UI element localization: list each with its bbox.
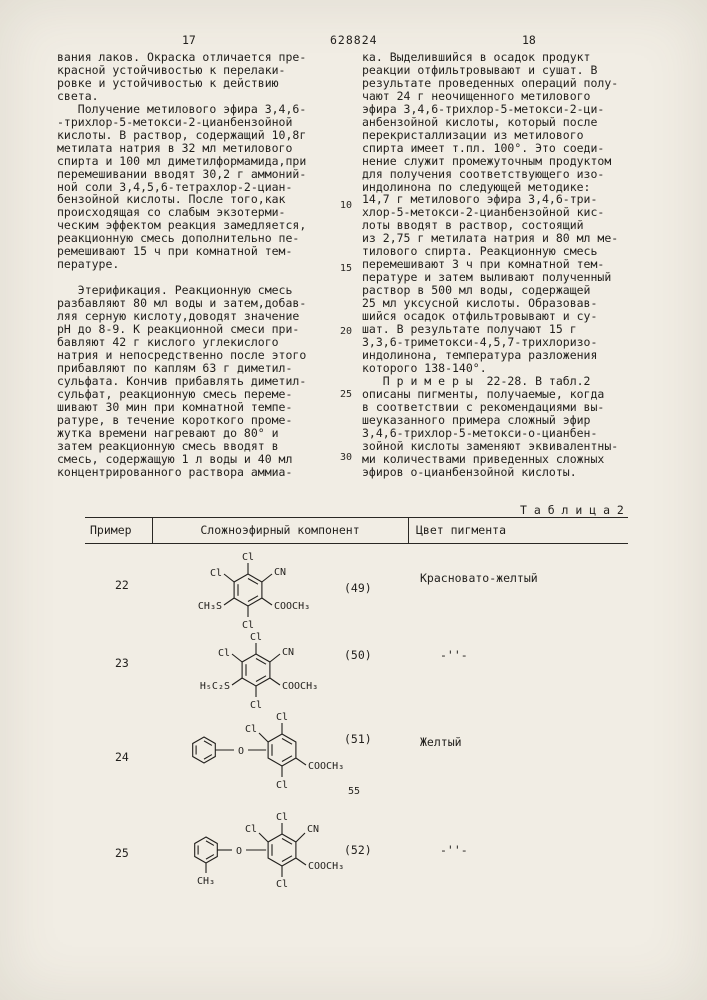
table-header-color: Цвет пигмента	[416, 523, 507, 537]
substituent-label: Cl	[244, 724, 257, 735]
margin-line-number-10: 10	[340, 200, 353, 211]
table-top-rule	[85, 517, 628, 518]
table-header-example: Пример	[90, 523, 132, 537]
substituent-label: Cl	[275, 812, 289, 823]
margin-line-number-30: 30	[340, 452, 353, 463]
substituent-label: CN	[274, 567, 287, 578]
substituent-label: COOCH₃	[274, 601, 311, 612]
pigment-color: Желтый	[420, 735, 462, 749]
chemical-structure-23	[186, 628, 356, 713]
right-column-text: ка. Выделившийся в осадок продукт реакции отфильтровывают и сушат. В результате проведенных операций полу- чают 24 г неочищенного метилового эфира 3,4,6-трихлор-5-метокси-2-ци- анбензойной кислоты, который после перекристаллизации из метилового спирта имеет т.пл. 100°. Это соеди- нение служит промежуточным продуктом для получения соответствующего изо- индолинона по следующей методике: 14,7 г метилового эфира 3,4,6-три- хлор-5-метокси-2-цианбензойной кис- лоты вводят в раствор, состоящий из 2,75 г метилата натрия и 80 мл ме- тилового спирта. Реакционную смесь перемешивают 3 ч при комнатной тем- пературе и затем выливают полученный раствор в 500 мл воды, содержащей 25 мл уксусной кислоты. Образовав- шийся осадок отфильтровывают и су- шат. В результате получают 15 г 3,3,6-триметокси-4,5,7-трихлоризо- индолинона, температура разложения которого 138-140°. П р и м е р ы 22-28. В табл.2 описаны пигменты, получаемые, когда в соответствии с рекомендациями вы- шеуказанного примера сложный эфир 3,4,6-трихлор-5-метокси-о-цианбен- зойной кислоты заменяют эквивалентны- ми количествами приведенных сложных эфиров о-цианбензойной кислоты.	[362, 50, 619, 479]
table-caption: Т а б л и ц а 2	[520, 503, 624, 517]
substituent-label: Cl	[244, 824, 257, 835]
substituent-label: Cl	[275, 879, 289, 890]
compound-number: (50)	[344, 648, 372, 662]
substituent-label: CH₃S	[197, 601, 222, 612]
example-number: 24	[115, 750, 129, 764]
pigment-color-ditto: -''-	[440, 843, 468, 857]
page-number-left: 17	[182, 33, 196, 47]
substituent-label: Cl	[241, 552, 255, 563]
margin-line-number-15: 15	[340, 263, 353, 274]
substituent-label: CN	[282, 647, 295, 658]
table-header-rule	[85, 543, 628, 544]
substituent-label: CN	[307, 824, 320, 835]
example-number: 22	[115, 578, 129, 592]
patent-number: 628824	[330, 33, 378, 47]
margin-line-number-20: 20	[340, 326, 353, 337]
substituent-label: COOCH₃	[308, 761, 345, 772]
ether-oxygen-label: O	[238, 746, 245, 757]
substituent-label: Cl	[249, 700, 263, 711]
ether-oxygen-label: O	[236, 846, 243, 857]
left-column-text: вания лаков. Окраска отличается пре- красной устойчивостью к перелаки- ровке и устойчивостью к действию света. Получение метилового эфира 3,4,6- -трихлор-5-метокси-2-цианбензойной кислоты. В раствор, содержащий 10,8г метилата натрия в 32 мл метилового спирта и 100 мл диметилформамида,при перемешивании вводят 30,2 г аммоний- ной соли 3,4,5,6-тетрахлор-2-циан- бензойной кислоты. После того,как происходящая со слабым экзотерми- ческим эффектом реакция замедляется, реакционную смесь дополнительно пе- ремешивают 15 ч при комнатной тем- пературе. Этерификация. Реакционную смесь разбавляют 80 мл воды и затем,добав- ляя серную кислоту,доводят значение рН до 8-9. К реакционной смеси при- бавляют 42 г кислого углекислого натрия и непосредственно после этого прибавляют по каплям 63 г диметил- сульфата. Кончив прибавлять диметил- сульфат, реакционную смесь переме- шивают 30 мин при комнатной темпе- ратуре, в течение короткого проме- жутка времени нагревают до 80° и затем реакционную смесь вводят в смесь, содержащую 1 л воды и 40 мл концентрированного раствора аммиа-	[57, 50, 307, 479]
chemical-structure-22	[178, 548, 348, 633]
compound-number: (52)	[344, 843, 372, 857]
substituent-label: Cl	[241, 620, 255, 631]
substituent-label: Cl	[249, 632, 263, 643]
chemical-structure-24	[170, 710, 400, 794]
example-number: 23	[115, 656, 129, 670]
page-number-right: 18	[522, 33, 536, 47]
example-number: 25	[115, 846, 129, 860]
table-column-divider-2	[408, 517, 409, 544]
substituent-label: COOCH₃	[282, 681, 319, 692]
chemical-structure-25	[168, 806, 418, 901]
substituent-label: Cl	[209, 568, 222, 579]
substituent-label: Cl	[275, 712, 289, 723]
margin-line-number-55: 55	[348, 786, 361, 797]
substituent-label: Cl	[275, 780, 289, 791]
pigment-color-ditto: -''-	[440, 648, 468, 662]
margin-line-number-25: 25	[340, 389, 353, 400]
compound-number: (51)	[344, 732, 372, 746]
compound-number: (49)	[344, 581, 372, 595]
substituent-label: COOCH₃	[308, 861, 345, 872]
substituent-label: H₅C₂S	[199, 681, 230, 692]
pigment-color: Красновато-желтый	[420, 571, 538, 585]
table-header-component: Сложноэфирный компонент	[200, 523, 360, 537]
methyl-label: CH₃	[196, 876, 216, 887]
substituent-label: Cl	[217, 648, 230, 659]
